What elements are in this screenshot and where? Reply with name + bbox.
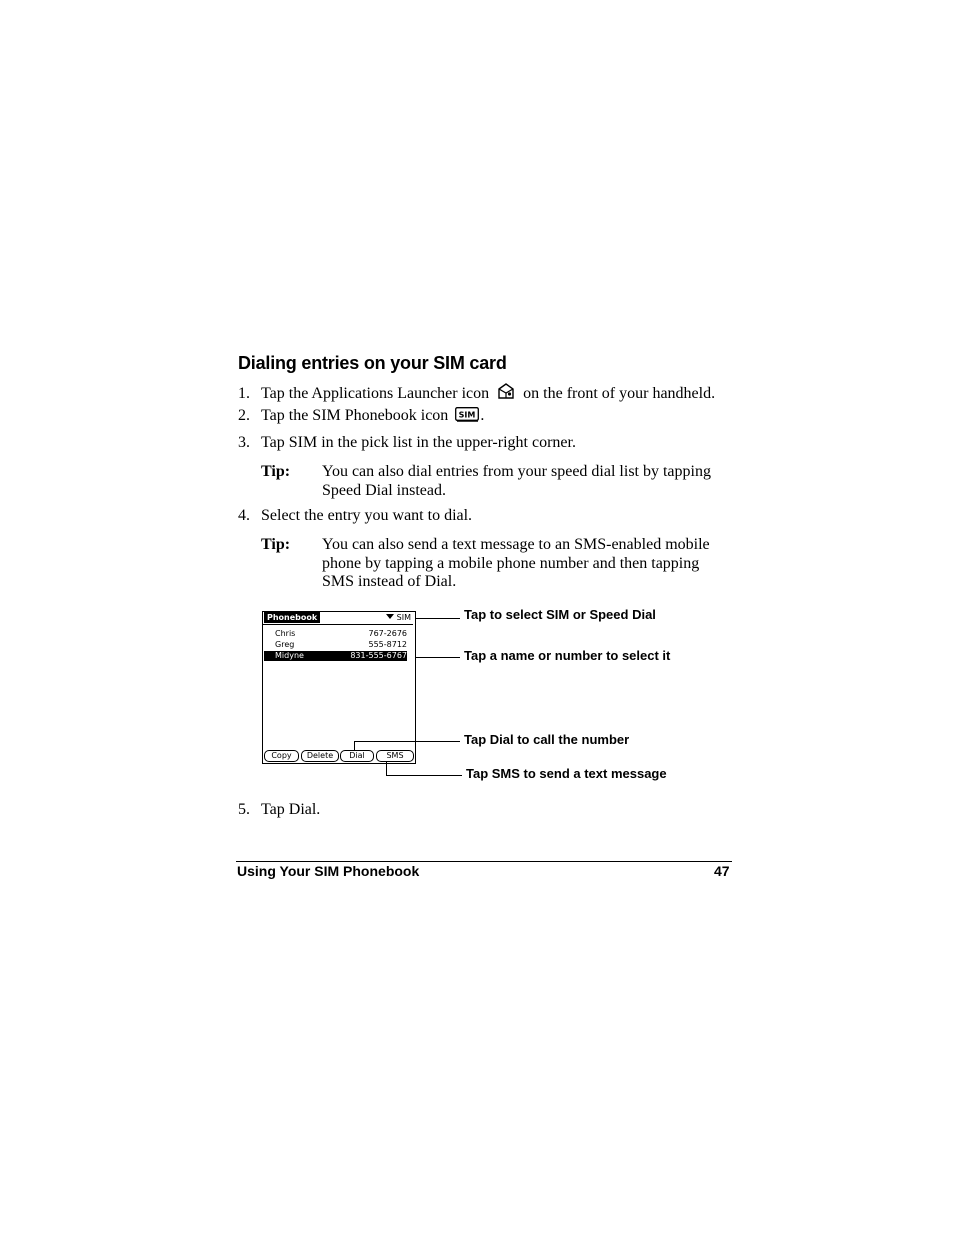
- step-3: [238, 434, 576, 452]
- callout-line-sms-vertical: [386, 762, 387, 776]
- callout-sim: Tap to select SIM or Speed Dial: [464, 607, 656, 622]
- step-number: 4.: [238, 507, 250, 524]
- callout-line-dial: [354, 741, 460, 742]
- step-number: 1.: [238, 385, 250, 402]
- entry-phone: 767-2676: [368, 629, 407, 638]
- sim-pick-list[interactable]: [386, 612, 411, 623]
- step-1: [238, 383, 715, 405]
- delete-button[interactable]: Delete: [301, 750, 339, 762]
- step-text: Tap Dial.: [261, 801, 321, 818]
- callout-line-entry: [415, 657, 460, 658]
- footer-rule: [236, 861, 732, 862]
- step-text: Tap SIM in the pick list in the upper-right corner.: [261, 434, 576, 451]
- dial-button[interactable]: Dial: [340, 750, 374, 762]
- copy-button[interactable]: Copy: [264, 750, 299, 762]
- step-number: 2.: [238, 407, 250, 424]
- callout-dial: Tap Dial to call the number: [464, 732, 630, 747]
- entry-name: Midyne: [275, 651, 304, 660]
- phonebook-entry[interactable]: [264, 640, 407, 650]
- section-heading: Dialing entries on your SIM card: [238, 353, 507, 373]
- step-5: [238, 801, 320, 819]
- callout-line-sms: [386, 775, 462, 776]
- phonebook-entry[interactable]: [264, 629, 407, 639]
- phonebook-entry-selected[interactable]: [264, 651, 407, 661]
- sim-icon-label: SIM: [458, 410, 476, 420]
- step-4: [238, 507, 472, 525]
- tip-label: Tip:: [261, 463, 291, 480]
- entry-phone: 555-8712: [368, 640, 407, 649]
- applications-launcher-icon: [497, 383, 515, 405]
- callout-line-dial-vertical: [354, 741, 355, 751]
- entry-phone: 831-555-6767: [350, 651, 407, 660]
- tip-text: You can also send a text message to an SMS-enabled mobile phone by tapping a mobile phone number and then tapping SMS instead of Dial.: [322, 536, 710, 590]
- tip-label: Tip:: [261, 536, 291, 553]
- callout-line-sim: [415, 618, 460, 619]
- callout-sms: Tap SMS to send a text message: [466, 766, 667, 781]
- step-text-before: Tap the SIM Phonebook icon: [261, 407, 449, 424]
- page-number: 47: [714, 863, 730, 879]
- step-text: Select the entry you want to dial.: [261, 507, 473, 524]
- step-text-before: Tap the Applications Launcher icon: [261, 385, 490, 402]
- step-number: 5.: [238, 801, 250, 818]
- screen-titlebar: [263, 612, 413, 625]
- sim-phonebook-icon: [455, 407, 479, 427]
- tip-text: You can also dial entries from your speed dial list by tapping Speed Dial instead.: [322, 463, 711, 499]
- chevron-down-icon: [386, 614, 394, 619]
- entry-name: Greg: [275, 640, 295, 649]
- step-2: [238, 407, 484, 427]
- footer-chapter-title: Using Your SIM Phonebook: [237, 863, 420, 879]
- entry-name: Chris: [275, 629, 296, 638]
- step-number: 3.: [238, 434, 250, 451]
- phonebook-title: Phonebook: [264, 612, 320, 623]
- pick-list-value: SIM: [396, 613, 411, 622]
- step-text-after: on the front of your handheld.: [523, 385, 716, 402]
- step-text-after: .: [480, 407, 485, 424]
- sms-button[interactable]: SMS: [376, 750, 414, 762]
- callout-entry: Tap a name or number to select it: [464, 648, 671, 663]
